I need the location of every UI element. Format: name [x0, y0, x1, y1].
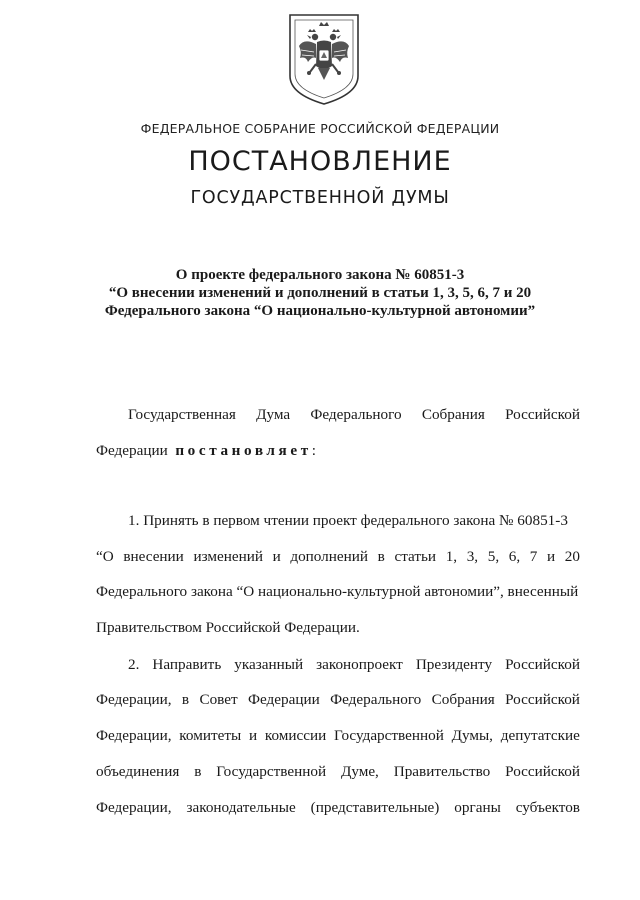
- word: 20: [564, 548, 580, 565]
- word: законодательные: [186, 799, 296, 816]
- preamble-line: [128, 406, 580, 424]
- item1-line: Правительством Российской Федерации.: [96, 619, 360, 636]
- word: 6,: [508, 548, 521, 565]
- word: Федерации,: [96, 727, 172, 744]
- word: указанный: [234, 656, 304, 673]
- word: 2.: [128, 656, 140, 673]
- word: законопроект: [316, 656, 403, 673]
- word: депутатские: [500, 727, 580, 744]
- preamble-line: [96, 442, 316, 460]
- word: Дума: [256, 406, 291, 423]
- preamble-suffix: :: [311, 442, 316, 459]
- word: комиссии: [264, 727, 327, 744]
- word: комитеты: [179, 727, 242, 744]
- word: и: [546, 548, 556, 565]
- word: субъектов: [515, 799, 580, 816]
- word: Президенту: [415, 656, 493, 673]
- word: Федерации,: [96, 799, 172, 816]
- title-line: Федерального закона “О национально-культурной автономии”: [104, 303, 536, 319]
- item2-line: [96, 763, 580, 781]
- word: Федерального: [330, 691, 422, 708]
- word: “О: [96, 548, 114, 565]
- word: Государственной: [334, 727, 444, 744]
- word: изменений: [193, 548, 263, 565]
- word: Государственной: [216, 763, 327, 780]
- item1-line: [96, 548, 580, 566]
- word: Собрания: [431, 691, 495, 708]
- word: (представительные): [310, 799, 440, 816]
- word: в: [181, 691, 190, 708]
- word: Государственная: [128, 406, 236, 423]
- word: 3,: [466, 548, 479, 565]
- word: Думе,: [340, 763, 379, 780]
- word: в: [194, 763, 202, 780]
- word: Федерации: [248, 691, 320, 708]
- document-title: [60, 266, 580, 320]
- word: и: [248, 727, 258, 744]
- word: Российской: [505, 691, 580, 708]
- preamble-prefix: Федерации: [96, 442, 168, 459]
- resolves-keyword: постановляет: [175, 442, 312, 459]
- item1-line: 1. Принять в первом чтении проект федерального закона № 60851-3: [128, 512, 568, 529]
- word: Федерального: [310, 406, 402, 423]
- word: Российской: [505, 763, 580, 780]
- word: в: [377, 548, 385, 565]
- word: дополнений: [290, 548, 369, 565]
- word: статьи: [394, 548, 437, 565]
- word: и: [272, 548, 281, 565]
- word: Федерации,: [96, 691, 172, 708]
- word: объединения: [96, 763, 180, 780]
- word: 7: [529, 548, 538, 565]
- word: 1,: [445, 548, 458, 565]
- coat-of-arms-emblem: [286, 12, 362, 106]
- title-line: О проекте федерального закона № 60851-3: [175, 267, 465, 283]
- item2-line: [96, 727, 580, 745]
- title-line: “О внесении изменений и дополнений в статьи 1, 3, 5, 6, 7 и 20: [108, 285, 532, 301]
- word: 5,: [487, 548, 500, 565]
- item2-line: [96, 691, 580, 709]
- item1-line: Федерального закона “О национально-культурной автономии”, внесенный: [96, 583, 579, 600]
- word: Думы,: [451, 727, 493, 744]
- word: Совет: [199, 691, 238, 708]
- item2-line: [128, 656, 580, 674]
- document-type: ПОСТАНОВЛЕНИЕ: [188, 146, 452, 177]
- word: внесении: [123, 548, 184, 565]
- word: Собрания: [421, 406, 485, 423]
- word: Правительство: [393, 763, 491, 780]
- word: Российской: [505, 406, 580, 423]
- item2-line: [96, 799, 580, 817]
- document-issuer: ГОСУДАРСТВЕННОЙ ДУМЫ: [190, 188, 450, 208]
- word: Направить: [152, 656, 222, 673]
- word: органы: [454, 799, 501, 816]
- organization-name: ФЕДЕРАЛЬНОЕ СОБРАНИЕ РОССИЙСКОЙ ФЕДЕРАЦИИ: [140, 121, 500, 136]
- word: Российской: [505, 656, 580, 673]
